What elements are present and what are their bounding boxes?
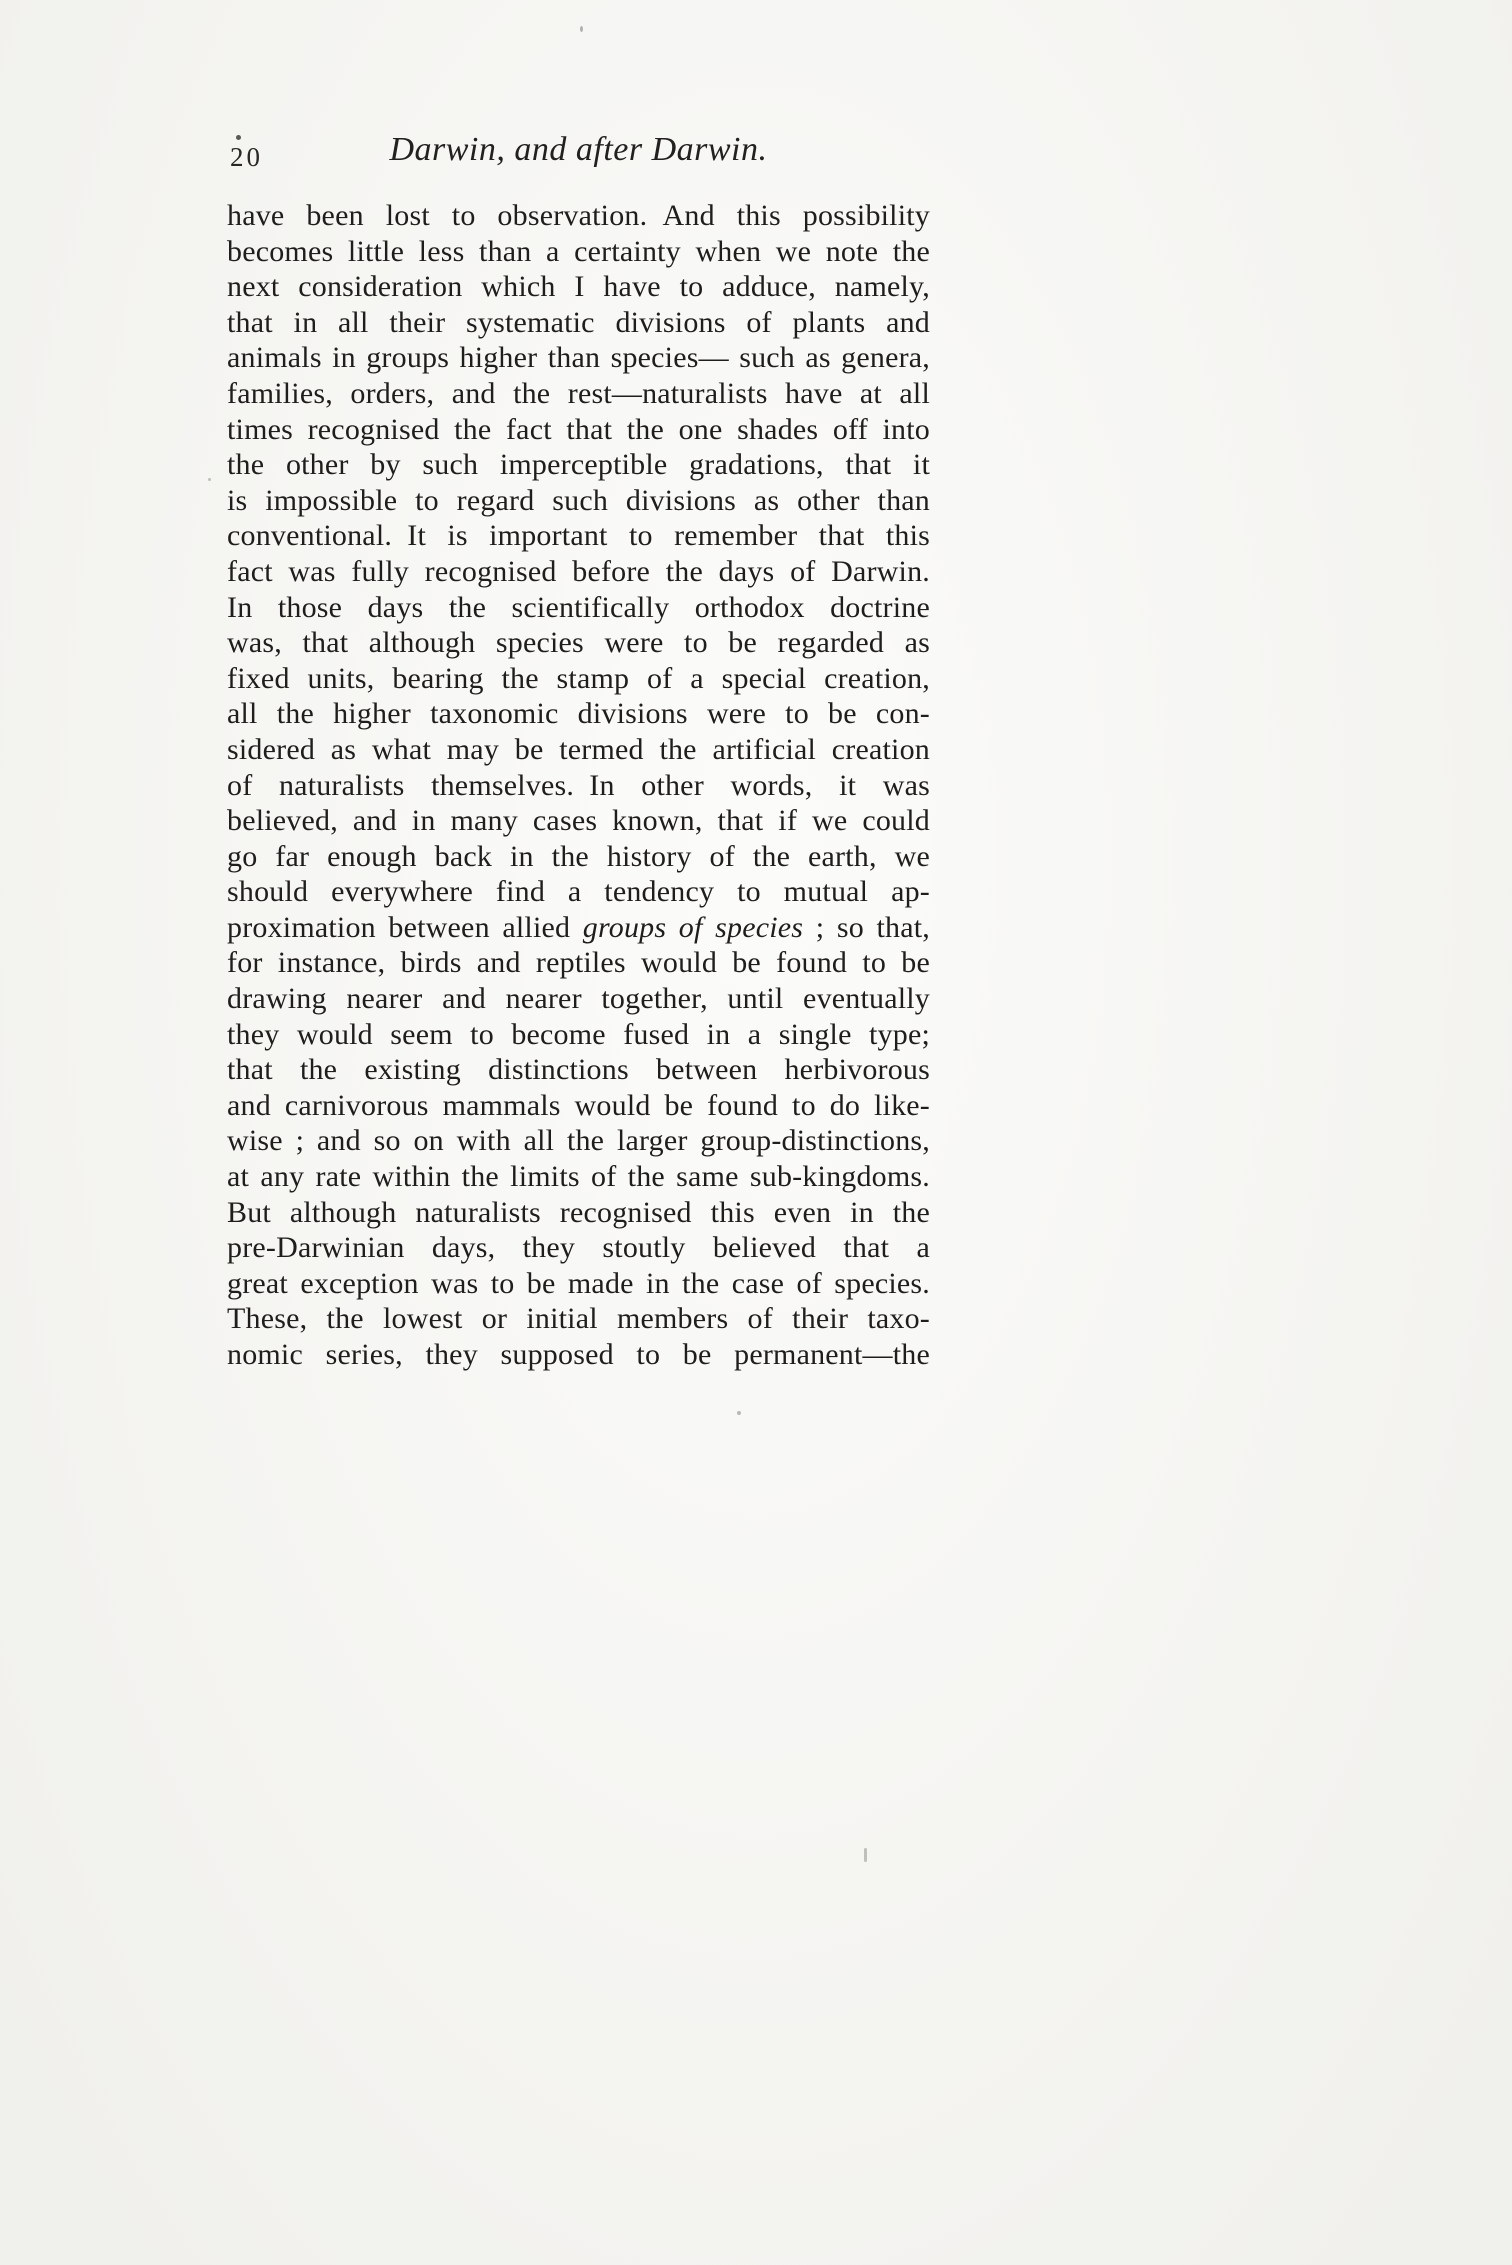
text-line (227, 696, 930, 732)
running-title: Darwin, and after Darwin. (389, 131, 768, 168)
body-text: wise ; and so on with all the larger group-distinctions, (227, 1124, 930, 1158)
body-text: all the higher taxonomic divisions were to be con- (227, 697, 930, 731)
body-text: animals in groups higher than species— such as genera, (227, 341, 930, 375)
body-text: fixed units, bearing the stamp of a special creation, (227, 661, 930, 695)
body-text: But although naturalists recognised this even in the (227, 1195, 930, 1229)
text-line (227, 839, 930, 875)
text-line (227, 198, 930, 234)
text-line (227, 234, 930, 270)
text-line (227, 1337, 930, 1373)
body-text: In those days the scientifically orthodox doctrine (227, 590, 930, 624)
body-text: was, that although species were to be regarded as (227, 626, 930, 660)
body-text: they would seem to become fused in a single type; (227, 1017, 930, 1051)
text-line (227, 803, 930, 839)
body-text: drawing nearer and nearer together, until eventually (227, 982, 930, 1016)
text-line (227, 554, 930, 590)
scan-speck (208, 478, 211, 481)
body-text: conventional. It is important to remember that this (227, 519, 930, 553)
text-line (227, 412, 930, 448)
text-line (227, 269, 930, 305)
body-text: and carnivorous mammals would be found to do like- (227, 1088, 930, 1122)
text-line (227, 376, 930, 412)
body-text: go far enough back in the history of the earth, we (227, 839, 930, 873)
italic-text: groups of species (582, 910, 804, 944)
text-line (227, 625, 930, 661)
text-line (227, 910, 930, 946)
text-line (227, 447, 930, 483)
body-text: families, orders, and the rest—naturalists have at all (227, 376, 930, 410)
text-line (227, 874, 930, 910)
text-line (227, 590, 930, 626)
body-text: of naturalists themselves. In other words, it was (227, 768, 930, 802)
text-line (227, 483, 930, 519)
text-line (227, 732, 930, 768)
body-text: nomic series, they supposed to be permanent—the (227, 1338, 930, 1371)
text-line (227, 945, 930, 981)
text-line (227, 981, 930, 1017)
text-line (227, 340, 930, 376)
text-line (227, 305, 930, 341)
body-text: next consideration which I have to adduce, namely, (227, 270, 930, 304)
body-text: These, the lowest or initial members of their taxo- (227, 1302, 930, 1336)
body-text: should everywhere find a tendency to mutual ap- (227, 875, 930, 909)
body-text: sidered as what may be termed the artificial creation (227, 732, 930, 766)
body-text: have been lost to observation. And this possibility (227, 199, 930, 232)
body-text: pre-Darwinian days, they stoutly believed that a (227, 1231, 930, 1265)
body-text: ; so that, (803, 910, 930, 944)
body-text: believed, and in many cases known, that if we could (227, 804, 930, 838)
body-text: times recognised the fact that the one shades off into (227, 412, 930, 446)
body-text: at any rate within the limits of the same sub-kingdoms. (227, 1160, 930, 1194)
text-line (227, 1230, 930, 1266)
page-number: 20 (230, 142, 263, 172)
text-line (227, 661, 930, 697)
body-text: great exception was to be made in the case of species. (227, 1266, 930, 1300)
page-text (227, 198, 930, 1373)
body-text: fact was fully recognised before the days of Darwin. (227, 554, 930, 588)
text-line (227, 768, 930, 804)
text-line (227, 1195, 930, 1231)
text-line (227, 1088, 930, 1124)
scan-speck (236, 135, 241, 140)
text-line (227, 1159, 930, 1195)
scan-speck (737, 1411, 741, 1415)
scan-speck (864, 1848, 867, 1862)
body-text: becomes little less than a certainty when we note the (227, 234, 930, 268)
body-text: is impossible to regard such divisions as other than (227, 483, 930, 517)
text-line (227, 1052, 930, 1088)
text-line (227, 1123, 930, 1159)
body-text: the other by such imperceptible gradations, that it (227, 448, 930, 482)
page-header (227, 131, 930, 181)
body-text: proximation between allied (227, 910, 583, 944)
text-line (227, 1017, 930, 1053)
text-line (227, 518, 930, 554)
body-text: that the existing distinctions between herbivorous (227, 1053, 930, 1087)
scan-speck (580, 26, 583, 32)
text-line (227, 1266, 930, 1302)
body-text: that in all their systematic divisions of plants and (227, 305, 930, 339)
body-text: for instance, birds and reptiles would be found to be (227, 946, 930, 980)
text-line (227, 1301, 930, 1337)
